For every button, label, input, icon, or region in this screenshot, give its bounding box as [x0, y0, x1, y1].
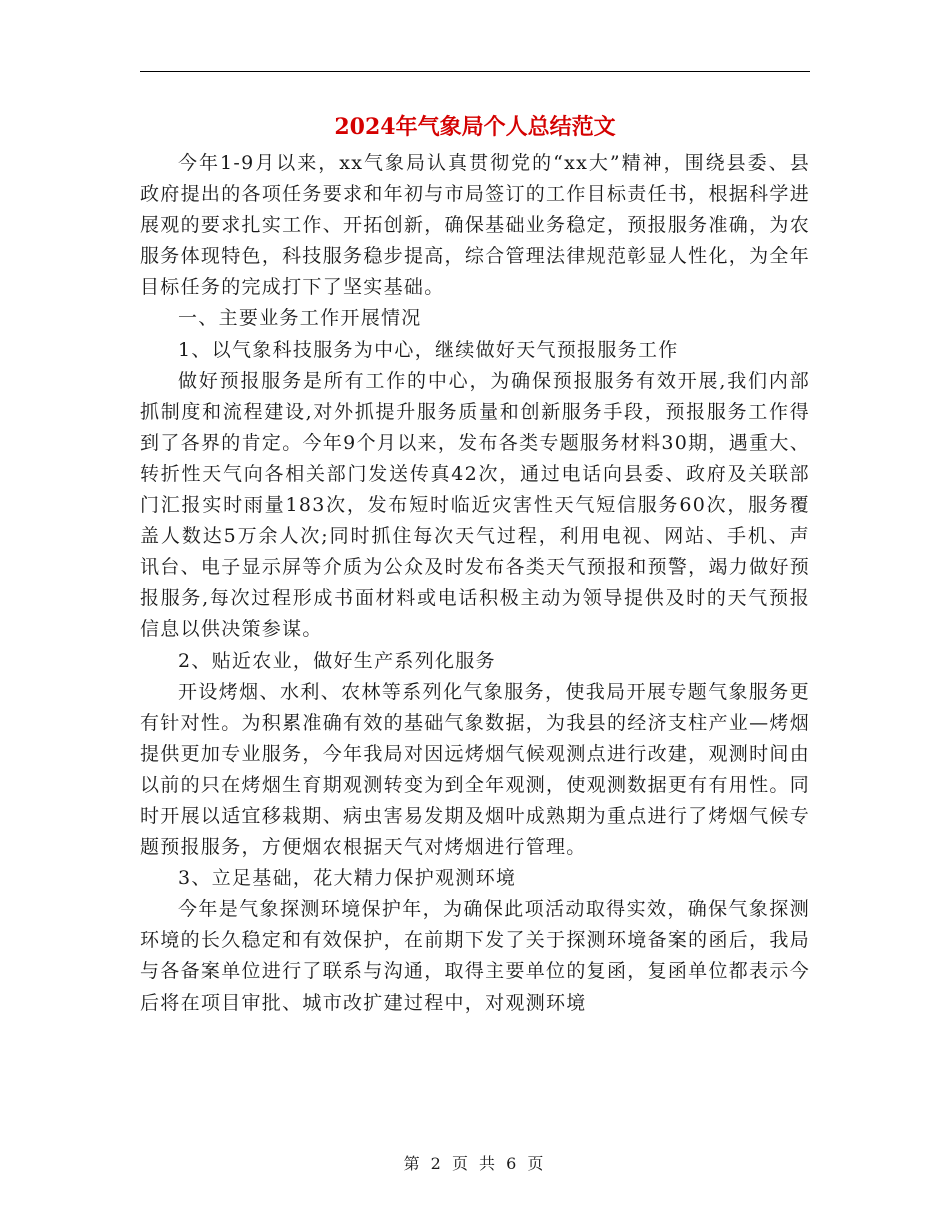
page-number: 第 2 页 共 6 页: [403, 1154, 547, 1173]
subsection-heading-agriculture: 2、贴近农业，做好生产系列化服务: [178, 649, 496, 672]
section-heading-main-work: 一、主要业务工作开展情况: [178, 307, 422, 330]
paragraph-agriculture: 开设烤烟、水利、农林等系列化气象服务，使我局开展专题气象服务更有针对性。为积累准确有效的基础气象数据，为我县的经济支柱产业—烤烟提供更加专业服务，今年我局对因远烤烟气候观测点进行改建，观测时间由以前的只在烤烟生育期观测转变为到全年观测，使观测数据更有有用性。同时开展以适宜移栽期、病虫害易发期及烟叶成熟期为重点进行了烤烟气候专题预报服务，方便烟农根据天气对烤烟进行管理。: [140, 680, 810, 859]
paragraph-forecast-service: 做好预报服务是所有工作的中心，为确保预报服务有效开展,我们内部抓制度和流程建设,对外抓提升服务质量和创新服务手段，预报服务工作得到了各界的肯定。今年9个月以来，发布各类专题服务材料30期，遇重大、转折性天气向各相关部门发送传真42次，通过电话向县委、政府及关联部门汇报实时雨量183次，发布短时临近灾害性天气短信服务60次，服务覆盖人数达5万余人次;同时抓住每次天气过程，利用电视、网站、手机、声讯台、电子显示屏等介质为公众及时发布各类天气预报和预警，竭力做好预报服务,每次过程形成书面材料或电话积极主动为领导提供及时的天气预报信息以供决策参谋。: [140, 369, 810, 641]
document-title: 2024年气象局个人总结范文: [334, 114, 616, 140]
document-body: [140, 148, 810, 1019]
paragraph-intro: 今年1-9月以来，xx气象局认真贯彻党的“xx大”精神，围绕县委、县政府提出的各项任务要求和年初与市局签订的工作目标责任书，根据科学进展观的要求扎实工作、开拓创新，确保基础业务稳定，预报服务准确，为农服务体现特色，科技服务稳步提高，综合管理法律规范彰显人性化，为全年目标任务的完成打下了坚实基础。: [140, 152, 810, 299]
header-rule: [140, 71, 810, 72]
subsection-heading-environment: 3、立足基础，花大精力保护观测环境: [178, 867, 517, 890]
paragraph-environment: 今年是气象探测环境保护年，为确保此项活动取得实效，确保气象探测环境的长久稳定和有效保护，在前期下发了关于探测环境备案的函后，我局与各备案单位进行了联系与沟通，取得主要单位的复函，复函单位都表示今后将在项目审批、城市改扩建过程中，对观测环境: [140, 898, 810, 1014]
subsection-heading-forecast-service: 1、以气象科技服务为中心，继续做好天气预报服务工作: [178, 338, 679, 361]
